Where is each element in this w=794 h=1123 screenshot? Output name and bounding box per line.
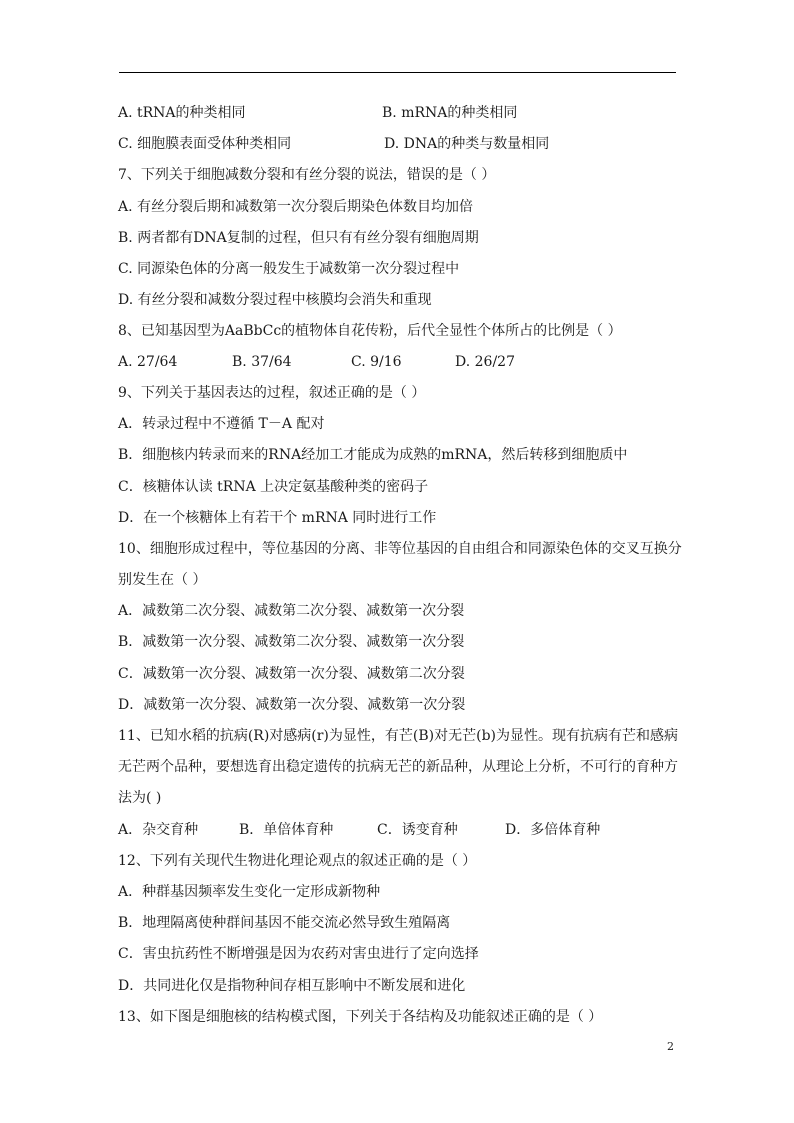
- q10-option-c: C．减数第一次分裂、减数第一次分裂、减数第二次分裂: [118, 666, 465, 682]
- q9-option-d: D．在一个核糖体上有若干个 mRNA 同时进行工作: [118, 510, 437, 526]
- q6-option-b: B. mRNA的种类相同: [382, 105, 518, 121]
- q12-option-d: D．共同进化仅是指物种间存相互影响中不断发展和进化: [118, 978, 466, 994]
- q9-stem: 9、下列关于基因表达的过程，叙述正确的是（ ）: [118, 385, 426, 401]
- q9-option-b: B．细胞核内转录而来的RNA经加工才能成为成熟的mRNA，然后转移到细胞质中: [118, 447, 628, 463]
- q9-option-c: C．核糖体认读 tRNA 上决定氨基酸种类的密码子: [118, 479, 429, 495]
- q11-option-c: C．诱变育种: [377, 822, 458, 838]
- q8-option-b: B. 37/64: [232, 354, 292, 370]
- q10-stem-line-1: 10、细胞形成过程中，等位基因的分离、非等位基因的自由组合和同源染色体的交叉互换分: [118, 541, 682, 557]
- q7-stem: 7、下列关于细胞减数分裂和有丝分裂的说法，错误的是（ ）: [118, 167, 496, 183]
- q8-option-d: D. 26/27: [455, 354, 515, 370]
- q12-stem: 12、下列有关现代生物进化理论观点的叙述正确的是（ ）: [118, 853, 477, 869]
- header-rule: [119, 72, 676, 73]
- q8-option-a: A. 27/64: [118, 354, 178, 370]
- q8-option-c: C. 9/16: [351, 354, 402, 370]
- q10-stem-line-2: 别发生在（ ）: [118, 572, 207, 588]
- q10-option-b: B．减数第一次分裂、减数第二次分裂、减数第一次分裂: [118, 634, 465, 650]
- q12-option-a: A．种群基因频率发生变化一定形成新物种: [118, 884, 381, 900]
- q10-option-a: A．减数第二次分裂、减数第二次分裂、减数第一次分裂: [118, 603, 465, 619]
- q11-stem-line-2: 无芒两个品种，要想选育出稳定遗传的抗病无芒的新品种，从理论上分析，不可行的育种方: [118, 759, 678, 775]
- q6-option-c: C. 细胞膜表面受体种类相同: [118, 136, 292, 152]
- page-number: 2: [667, 1040, 674, 1053]
- q8-stem: 8、已知基因型为AaBbCc的植物体自花传粉，后代全显性个体所占的比例是（ ）: [118, 323, 622, 339]
- q7-option-c: C. 同源染色体的分离一般发生于减数第一次分裂过程中: [118, 261, 460, 277]
- q9-option-a: A．转录过程中不遵循 T－A 配对: [118, 416, 325, 432]
- q11-stem-line-1: 11、已知水稻的抗病(R)对感病(r)为显性，有芒(B)对无芒(b)为显性。现有抗病有芒和感病: [118, 728, 678, 744]
- q6-option-d: D. DNA的种类与数量相同: [384, 136, 550, 152]
- q7-option-b: B. 两者都有DNA复制的过程，但只有有丝分裂有细胞周期: [118, 230, 479, 246]
- q7-option-a: A. 有丝分裂后期和减数第一次分裂后期染色体数目均加倍: [118, 199, 474, 215]
- q13-stem: 13、如下图是细胞核的结构模式图，下列关于各结构及功能叙述正确的是（ ）: [118, 1009, 603, 1025]
- q11-stem-line-3: 法为( ): [118, 790, 162, 806]
- q11-option-a: A．杂交育种: [118, 822, 199, 838]
- q11-option-b: B．单倍体育种: [239, 822, 334, 838]
- q11-option-d: D．多倍体育种: [505, 822, 601, 838]
- q6-option-a: A. tRNA的种类相同: [118, 105, 246, 121]
- q7-option-d: D. 有丝分裂和减数分裂过程中核膜均会消失和重现: [118, 292, 432, 308]
- q10-option-d: D．减数第一次分裂、减数第一次分裂、减数第一次分裂: [118, 697, 466, 713]
- q12-option-c: C．害虫抗药性不断增强是因为农药对害虫进行了定向选择: [118, 946, 479, 962]
- q12-option-b: B．地理隔离使种群间基因不能交流必然导致生殖隔离: [118, 915, 451, 931]
